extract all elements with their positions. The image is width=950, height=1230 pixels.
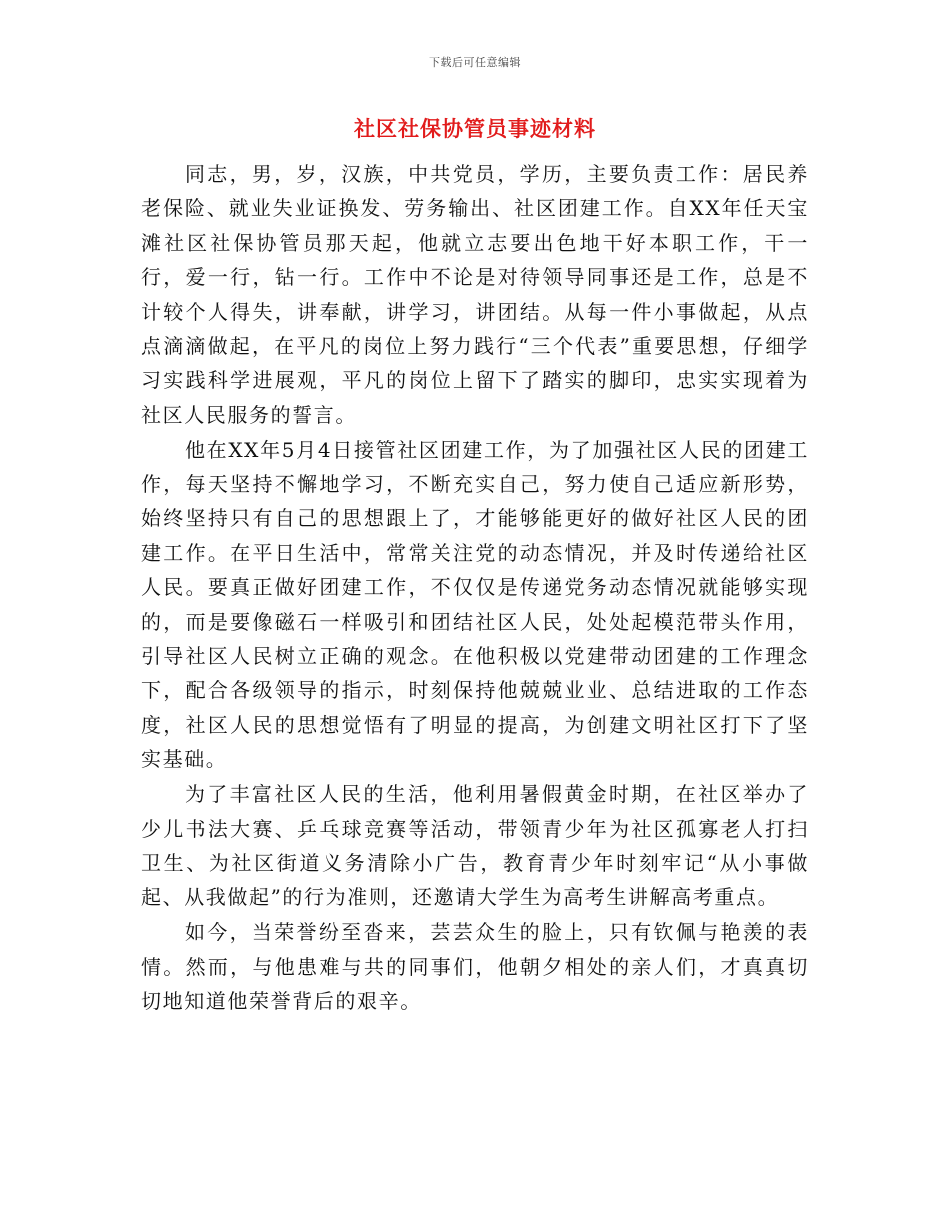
paragraph-1: 同志，男，岁，汉族，中共党员，学历，主要负责工作：居民养老保险、就业失业证换发、劳务输出、社区团建工作。自XX年任天宝滩社区社保协管员那天起，他就立志要出色地干好本职工作，干一行，爱一行，钻一行。工作中不论是对待领导同事还是工作，总是不计较个人得失，讲奉献，讲学习，讲团结。从每一件小事做起，从点点滴滴做起，在平凡的岗位上努力践行“三个代表”重要思想，仔细学习实践科学进展观，平凡的岗位上留下了踏实的脚印，忠实实现着为社区人民服务的誓言。 <box>141 162 809 427</box>
paragraph-3: 为了丰富社区人民的生活，他利用暑假黄金时期，在社区举办了少儿书法大赛、乒乓球竞赛等活动，带领青少年为社区孤寡老人打扫卫生、为社区街道义务清除小广告，教育青少年时刻牢记“从小事做起、从我做起”的行为准则，还邀请大学生为高考生讲解高考重点。 <box>141 782 809 910</box>
paragraph-2: 他在XX年5月4日接管社区团建工作，为了加强社区人民的团建工作，每天坚持不懈地学习，不断充实自己，努力使自己适应新形势，始终坚持只有自己的思想跟上了，才能够能更好的做好社区人民的团建工作。在平日生活中，常常关注党的动态情况，并及时传递给社区人民。要真正做好团建工作，不仅仅是传递党务动态情况就能够实现的，而是要像磁石一样吸引和团结社区人民，处处起模范带头作用，引导社区人民树立正确的观念。在他积极以党建带动团建的工作理念下，配合各级领导的指示，时刻保持他兢兢业业、总结进取的工作态度，社区人民的思想觉悟有了明显的提高，为创建文明社区打下了坚实基础。 <box>141 437 809 772</box>
document-title: 社区社保协管员事迹材料 <box>354 116 596 141</box>
header-note: 下载后可任意编辑 <box>429 56 521 69</box>
paragraph-4: 如今，当荣誉纷至沓来，芸芸众生的脸上，只有钦佩与艳羡的表情。然而，与他患难与共的同事们，他朝夕相处的亲人们，才真真切切地知道他荣誉背后的艰辛。 <box>141 920 809 1013</box>
document-body <box>141 157 809 1019</box>
